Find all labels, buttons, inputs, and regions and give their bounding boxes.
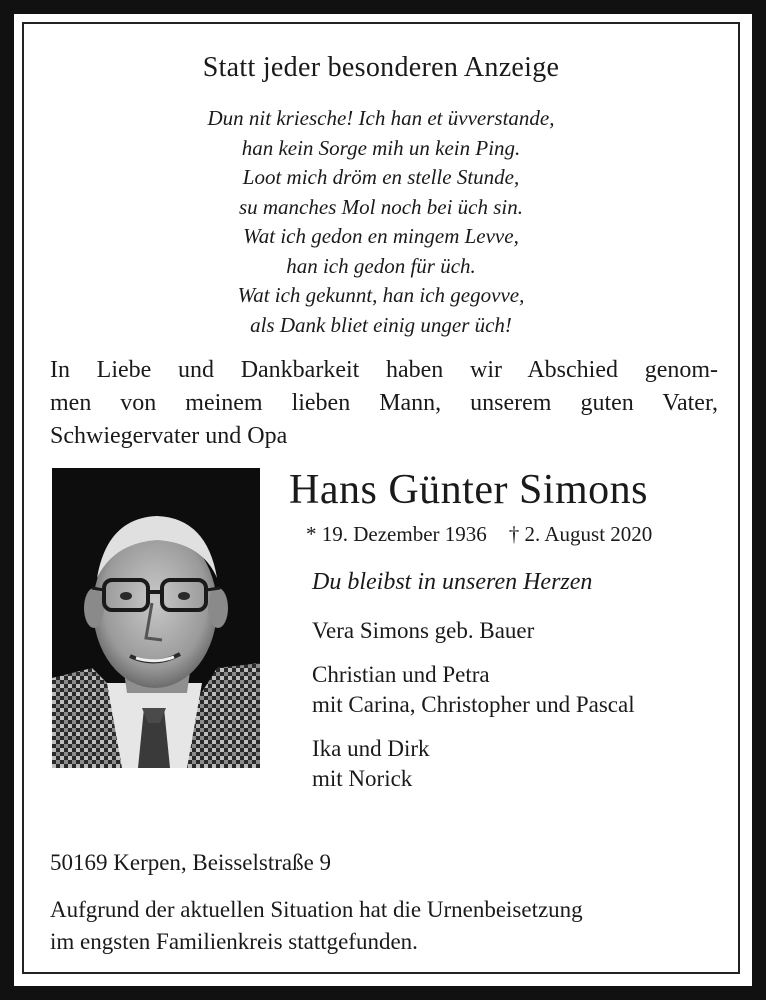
address: 50169 Kerpen, Beisselstraße 9: [50, 850, 332, 875]
poem-line: han kein Sorge mih un kein Ping.: [241, 135, 521, 160]
mourner-group: [312, 616, 635, 646]
poem-line: Wat ich gekunnt, han ich gegovve,: [237, 283, 525, 307]
mourner-group: [312, 660, 635, 720]
poem-line: Wat ich gedon en mingem Levve,: [243, 224, 519, 248]
burial-note: [50, 894, 583, 958]
mourner-line: Christian und Petra: [312, 662, 490, 687]
poem-line: Loot mich dröm en stelle Stunde,: [242, 165, 520, 189]
deceased-name: Hans Günter Simons: [289, 467, 648, 513]
intro-line: Schwiegervater und Opa: [50, 423, 288, 449]
notice-frame: [14, 14, 752, 986]
notice-border: [22, 22, 740, 974]
note-line: Aufgrund der aktuellen Situation hat die Urnenbeisetzung: [50, 897, 583, 922]
birth-date: * 19. Dezember 1936: [306, 522, 487, 546]
motto: Du bleibst in unseren Herzen: [312, 569, 593, 595]
mourner-line: Ika und Dirk: [312, 736, 430, 761]
intro-line: In Liebe und Dankbarkeit haben wir Abschied genom-: [50, 357, 718, 383]
portrait-photo: [52, 468, 260, 768]
poem-line: als Dank bliet einig unger üch!: [250, 312, 512, 337]
poem-line: han ich gedon für üch.: [286, 253, 476, 278]
mourner-group: [312, 734, 635, 794]
mourner-line: mit Carina, Christopher und Pascal: [312, 692, 635, 717]
intro-text: [50, 354, 718, 453]
intro-line: men von meinem lieben Mann, unserem guten Vater,: [50, 390, 718, 416]
poem: [24, 104, 738, 340]
notice-header: Statt jeder besonderen Anzeige: [202, 52, 560, 83]
portrait-image: [52, 468, 260, 768]
death-date: † 2. August 2020: [508, 522, 653, 546]
note-line: im engsten Familienkreis stattgefunden.: [50, 929, 418, 954]
life-dates: [306, 522, 674, 547]
mourner-line: Vera Simons geb. Bauer: [312, 618, 535, 643]
mourner-line: mit Norick: [312, 766, 413, 791]
poem-line: su manches Mol noch bei üch sin.: [238, 194, 524, 219]
poem-line: Dun nit kriesche! Ich han et üvverstande,: [207, 106, 555, 130]
mourners-list: [312, 616, 635, 808]
